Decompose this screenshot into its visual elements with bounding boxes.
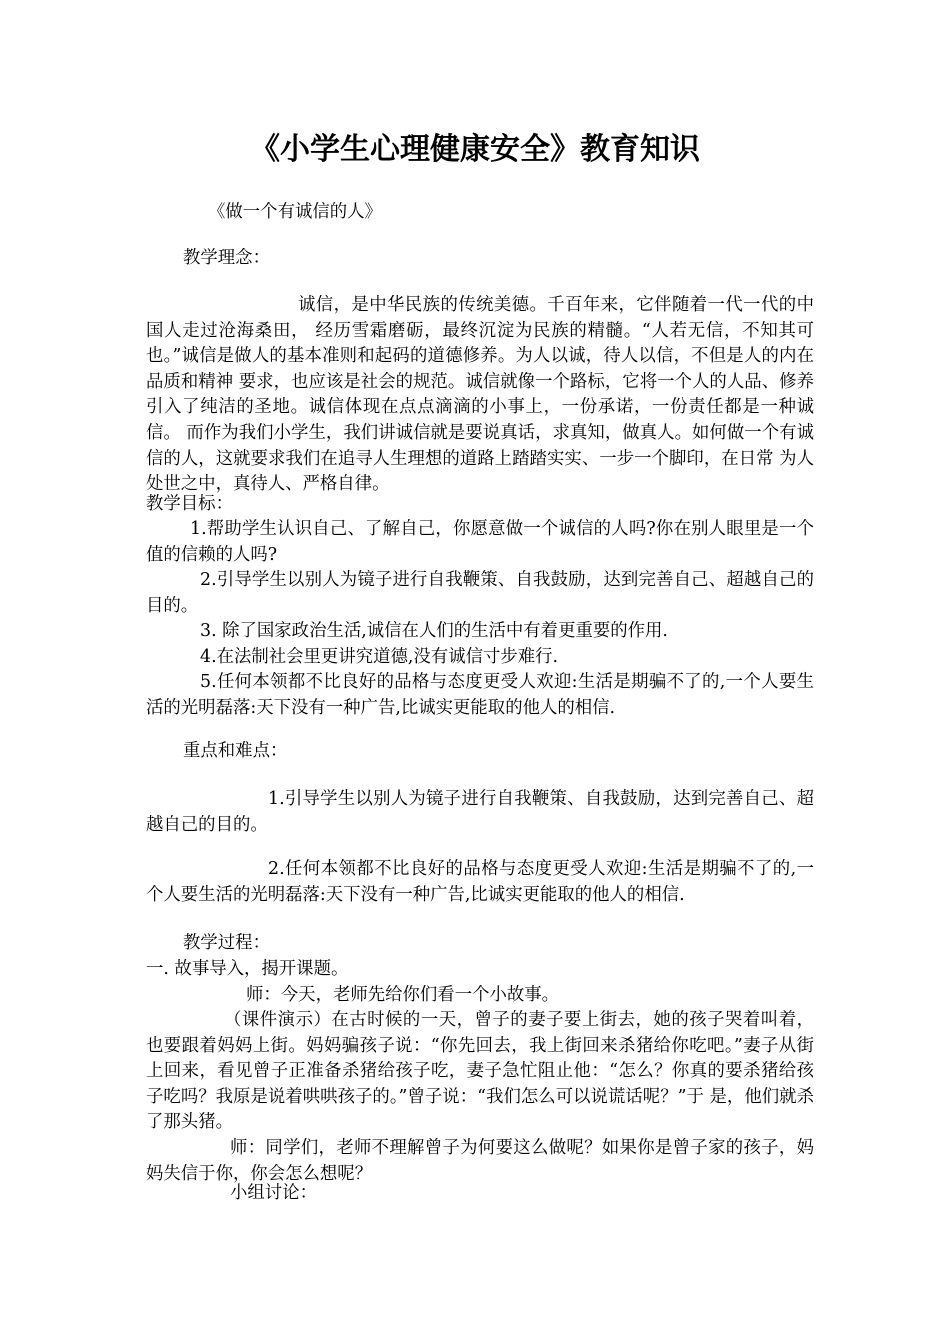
- key-point-2: 2.任何本领都不比良好的品格与态度更受人欢迎:生活是期骗不了的,一个人要生活的光明磊落:天下没有一种广告,比诚实更能取的他人的相信.: [146, 859, 814, 905]
- key-points-heading: 重点和难点：: [183, 741, 288, 761]
- step1-heading: 一. 故事导入，揭开课题。: [146, 959, 349, 979]
- group-discussion-label: 小组讨论：: [230, 1183, 317, 1203]
- goal-item-2: 2.引导学生以别人为镜子进行自我鞭策、自我鼓励，达到完善自己、超越自己的目的。: [146, 570, 814, 616]
- goal-item-4: 4.在法制社会里更讲究道德,没有诚信寸步难行.: [200, 647, 559, 667]
- teacher-intro: 师：今天，老师先给你们看一个小故事。: [246, 985, 560, 1005]
- document-title: 《小学生心理健康安全》教育知识: [250, 132, 700, 167]
- teacher-question: 师：同学们，老师不理解曾子为何要这么做呢？如果你是曾子家的孩子，妈妈失信于你，你会怎么想呢？: [146, 1138, 814, 1184]
- key-point-1: 1.引导学生以别人为镜子进行自我鞭策、自我鼓励，达到完善自己、超越自己的目的。: [146, 789, 814, 835]
- concept-heading: 教学理念：: [183, 248, 270, 268]
- goal-item-5: 5.任何本领都不比良好的品格与态度更受人欢迎:生活是期骗不了的,一个人要生活的光明磊落:天下没有一种广告,比诚实更能取的他人的相信.: [146, 672, 814, 718]
- concept-paragraph: 诚信，是中华民族的传统美德。千百年来，它伴随着一代一代的中国人走过沧海桑田， 经历雪霜磨砺，最终沉淀为民族的精髓。“人若无信，不知其可也。”诚信是做人的基本准则和起码的道德修养。为人以诚，待人以信，不但是人的内在品质和精神 要求，也应该是社会的规范。诚信就像一个路标，它将一个人的人品、修养引入了纯洁的圣地。诚信体现在点点滴滴的小事上，一份承诺，一份责任都是一种诚信。 而作为我们小学生，我们讲诚信就是要说真话，求真知，做真人。如何做一个有诚信的人，这就要求我们在追寻人生理想的道路上踏踏实实、一步一个脚印，在日常 为人处世之中，真待人、严格自律。: [146, 295, 814, 495]
- goal-item-1: 1.帮助学生认识自己、了解自己，你愿意做一个诚信的人吗?你在别人眼里是一个值的信赖的人吗?: [146, 519, 814, 565]
- goals-heading: 教学目标：: [146, 494, 233, 514]
- story-paragraph: （课件演示）在古时候的一天，曾子的妻子要上街去，她的孩子哭着叫着，也要跟着妈妈上街。妈妈骗孩子说：“你先回去，我上街回来杀猪给你吃吧。”妻子从街 上回来，看见曾子正准备杀猪给孩子吃，妻子急忙阻止他：“怎么？你真的要杀猪给孩子吃吗？我原是说着哄哄孩子的。”曾子说：“我们怎么可以说谎话呢？”于 是，他们就杀了那头猪。: [146, 1010, 814, 1133]
- process-heading: 教学过程：: [183, 933, 270, 953]
- lesson-subtitle: 《做一个有诚信的人》: [208, 202, 382, 222]
- goal-item-3: 3. 除了国家政治生活,诚信在人们的生活中有着更重要的作用.: [200, 621, 668, 641]
